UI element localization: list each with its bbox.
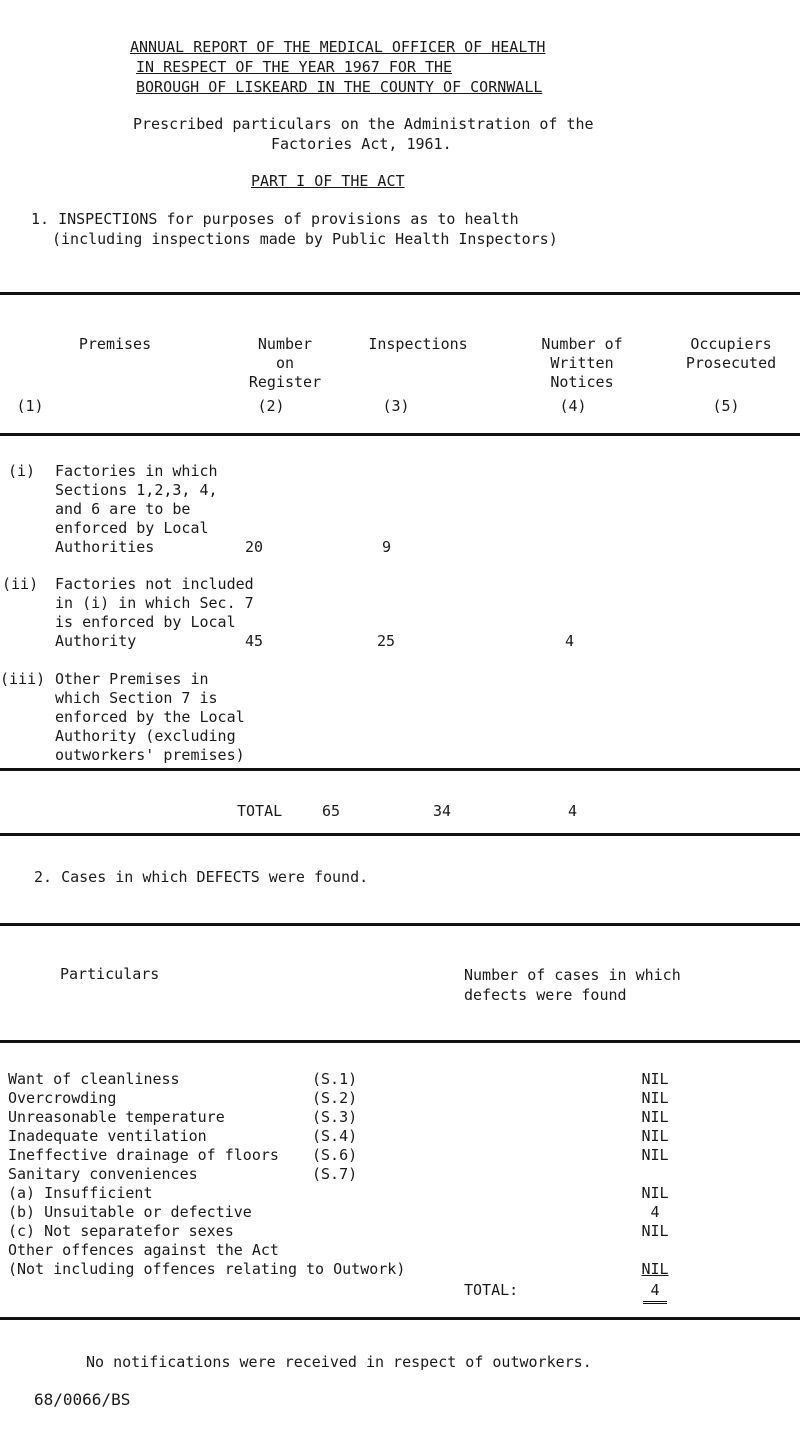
row-i-register: 20 bbox=[245, 538, 264, 556]
col-num-2: (2) bbox=[257, 397, 285, 415]
table2-header-rule bbox=[0, 1040, 800, 1043]
footer-note: No notifications were received in respect of outworkers. bbox=[86, 1353, 592, 1371]
col-num-4: (4) bbox=[559, 397, 587, 415]
defect-ref: (S.1) bbox=[312, 1070, 358, 1088]
table1-total-register: 65 bbox=[322, 802, 341, 820]
table2-bottom-rule bbox=[0, 1317, 800, 1320]
report-title-line2: IN RESPECT OF THE YEAR 1967 FOR THE bbox=[136, 58, 453, 76]
table2-total-label: TOTAL: bbox=[464, 1281, 519, 1299]
defect-ref: (S.4) bbox=[312, 1127, 358, 1145]
defect-value: NIL bbox=[641, 1089, 669, 1107]
table1-total-inspections: 34 bbox=[433, 802, 452, 820]
defect-line: Ineffective drainage of floors bbox=[8, 1146, 279, 1164]
defect-line: Other offences against the Act bbox=[8, 1241, 279, 1259]
section2-heading: 2. Cases in which DEFECTS were found. bbox=[34, 868, 369, 886]
table1-bottom-rule bbox=[0, 833, 800, 836]
table1-top-rule bbox=[0, 292, 800, 295]
table1-header-rule bbox=[0, 433, 800, 436]
row-i-inspections: 9 bbox=[382, 538, 392, 556]
defect-value: NIL bbox=[641, 1070, 669, 1088]
defect-value: NIL bbox=[641, 1127, 669, 1145]
col-inspections-label: Inspections bbox=[368, 335, 468, 353]
subtitle-line1: Prescribed particulars on the Administration of the bbox=[133, 115, 594, 133]
row-i-label: (i) bbox=[8, 462, 36, 480]
defect-line: Inadequate ventilation bbox=[8, 1127, 207, 1145]
defect-value: NIL bbox=[641, 1222, 669, 1240]
defect-ref: (S.6) bbox=[312, 1146, 358, 1164]
row-ii-label: (ii) bbox=[2, 575, 39, 593]
part-heading: PART I OF THE ACT bbox=[251, 172, 405, 190]
row-i-text: Factories in which Sections 1,2,3, 4, and 6 are to be enforced by Local Authorities bbox=[55, 462, 218, 556]
row-ii-notices: 4 bbox=[565, 632, 575, 650]
table1-total-label: TOTAL bbox=[237, 802, 283, 820]
defect-value: NIL bbox=[641, 1108, 669, 1126]
defect-line: (a) Insufficient bbox=[8, 1184, 153, 1202]
row-iii-text: Other Premises in which Section 7 is enforced by the Local Authority (excluding outworkers' premises) bbox=[55, 670, 245, 764]
defect-line: Sanitary conveniences bbox=[8, 1165, 198, 1183]
defect-value: 4 bbox=[650, 1203, 660, 1221]
defect-line: Overcrowding bbox=[8, 1089, 117, 1107]
subtitle-line2: Factories Act, 1961. bbox=[271, 135, 452, 153]
col-num-5: (5) bbox=[712, 397, 740, 415]
total-double-underline bbox=[643, 1301, 667, 1304]
col-num-1: (1) bbox=[16, 397, 44, 415]
defect-line: (Not including offences relating to Outwork) bbox=[8, 1260, 406, 1278]
defect-ref: (S.3) bbox=[312, 1108, 358, 1126]
defect-line: (b) Unsuitable or defective bbox=[8, 1203, 252, 1221]
row-ii-inspections: 25 bbox=[377, 632, 396, 650]
report-title-line3: BOROUGH OF LISKEARD IN THE COUNTY OF CORNWALL bbox=[136, 78, 543, 96]
col-num-3: (3) bbox=[382, 397, 410, 415]
defect-value: NIL bbox=[641, 1184, 669, 1202]
defect-value: NIL bbox=[641, 1146, 669, 1164]
row-ii-text: Factories not included in (i) in which Sec. 7 is enforced by Local Authority bbox=[55, 575, 254, 650]
table2-top-rule bbox=[0, 923, 800, 926]
defect-value: NIL bbox=[641, 1260, 669, 1278]
col-prosecuted-label: Occupiers Prosecuted bbox=[685, 335, 777, 372]
table1-body-rule bbox=[0, 768, 800, 771]
defect-ref: (S.2) bbox=[312, 1089, 358, 1107]
section1-subheading: (including inspections made by Public Health Inspectors) bbox=[52, 230, 558, 248]
col-notices-label: Number of Written Notices bbox=[541, 335, 623, 391]
col-particulars-label: Particulars bbox=[60, 965, 160, 983]
row-ii-register: 45 bbox=[245, 632, 264, 650]
defect-line: Unreasonable temperature bbox=[8, 1108, 225, 1126]
document-reference: 68/0066/BS bbox=[34, 1390, 131, 1409]
table2-total-value: 4 bbox=[650, 1281, 660, 1299]
col-register-label: Number on Register bbox=[248, 335, 322, 391]
col-premises-label: Premises bbox=[78, 335, 152, 353]
defect-ref: (S.7) bbox=[312, 1165, 358, 1183]
section1-heading: 1. INSPECTIONS for purposes of provisions as to health bbox=[31, 210, 519, 228]
defect-line: (c) Not separatefor sexes bbox=[8, 1222, 234, 1240]
col-cases-label: Number of cases in which defects were found bbox=[464, 966, 681, 1004]
row-iii-label: (iii) bbox=[0, 670, 46, 688]
defect-line: Want of cleanliness bbox=[8, 1070, 180, 1088]
table1-total-notices: 4 bbox=[568, 802, 578, 820]
report-title-line1: ANNUAL REPORT OF THE MEDICAL OFFICER OF HEALTH bbox=[130, 38, 546, 56]
